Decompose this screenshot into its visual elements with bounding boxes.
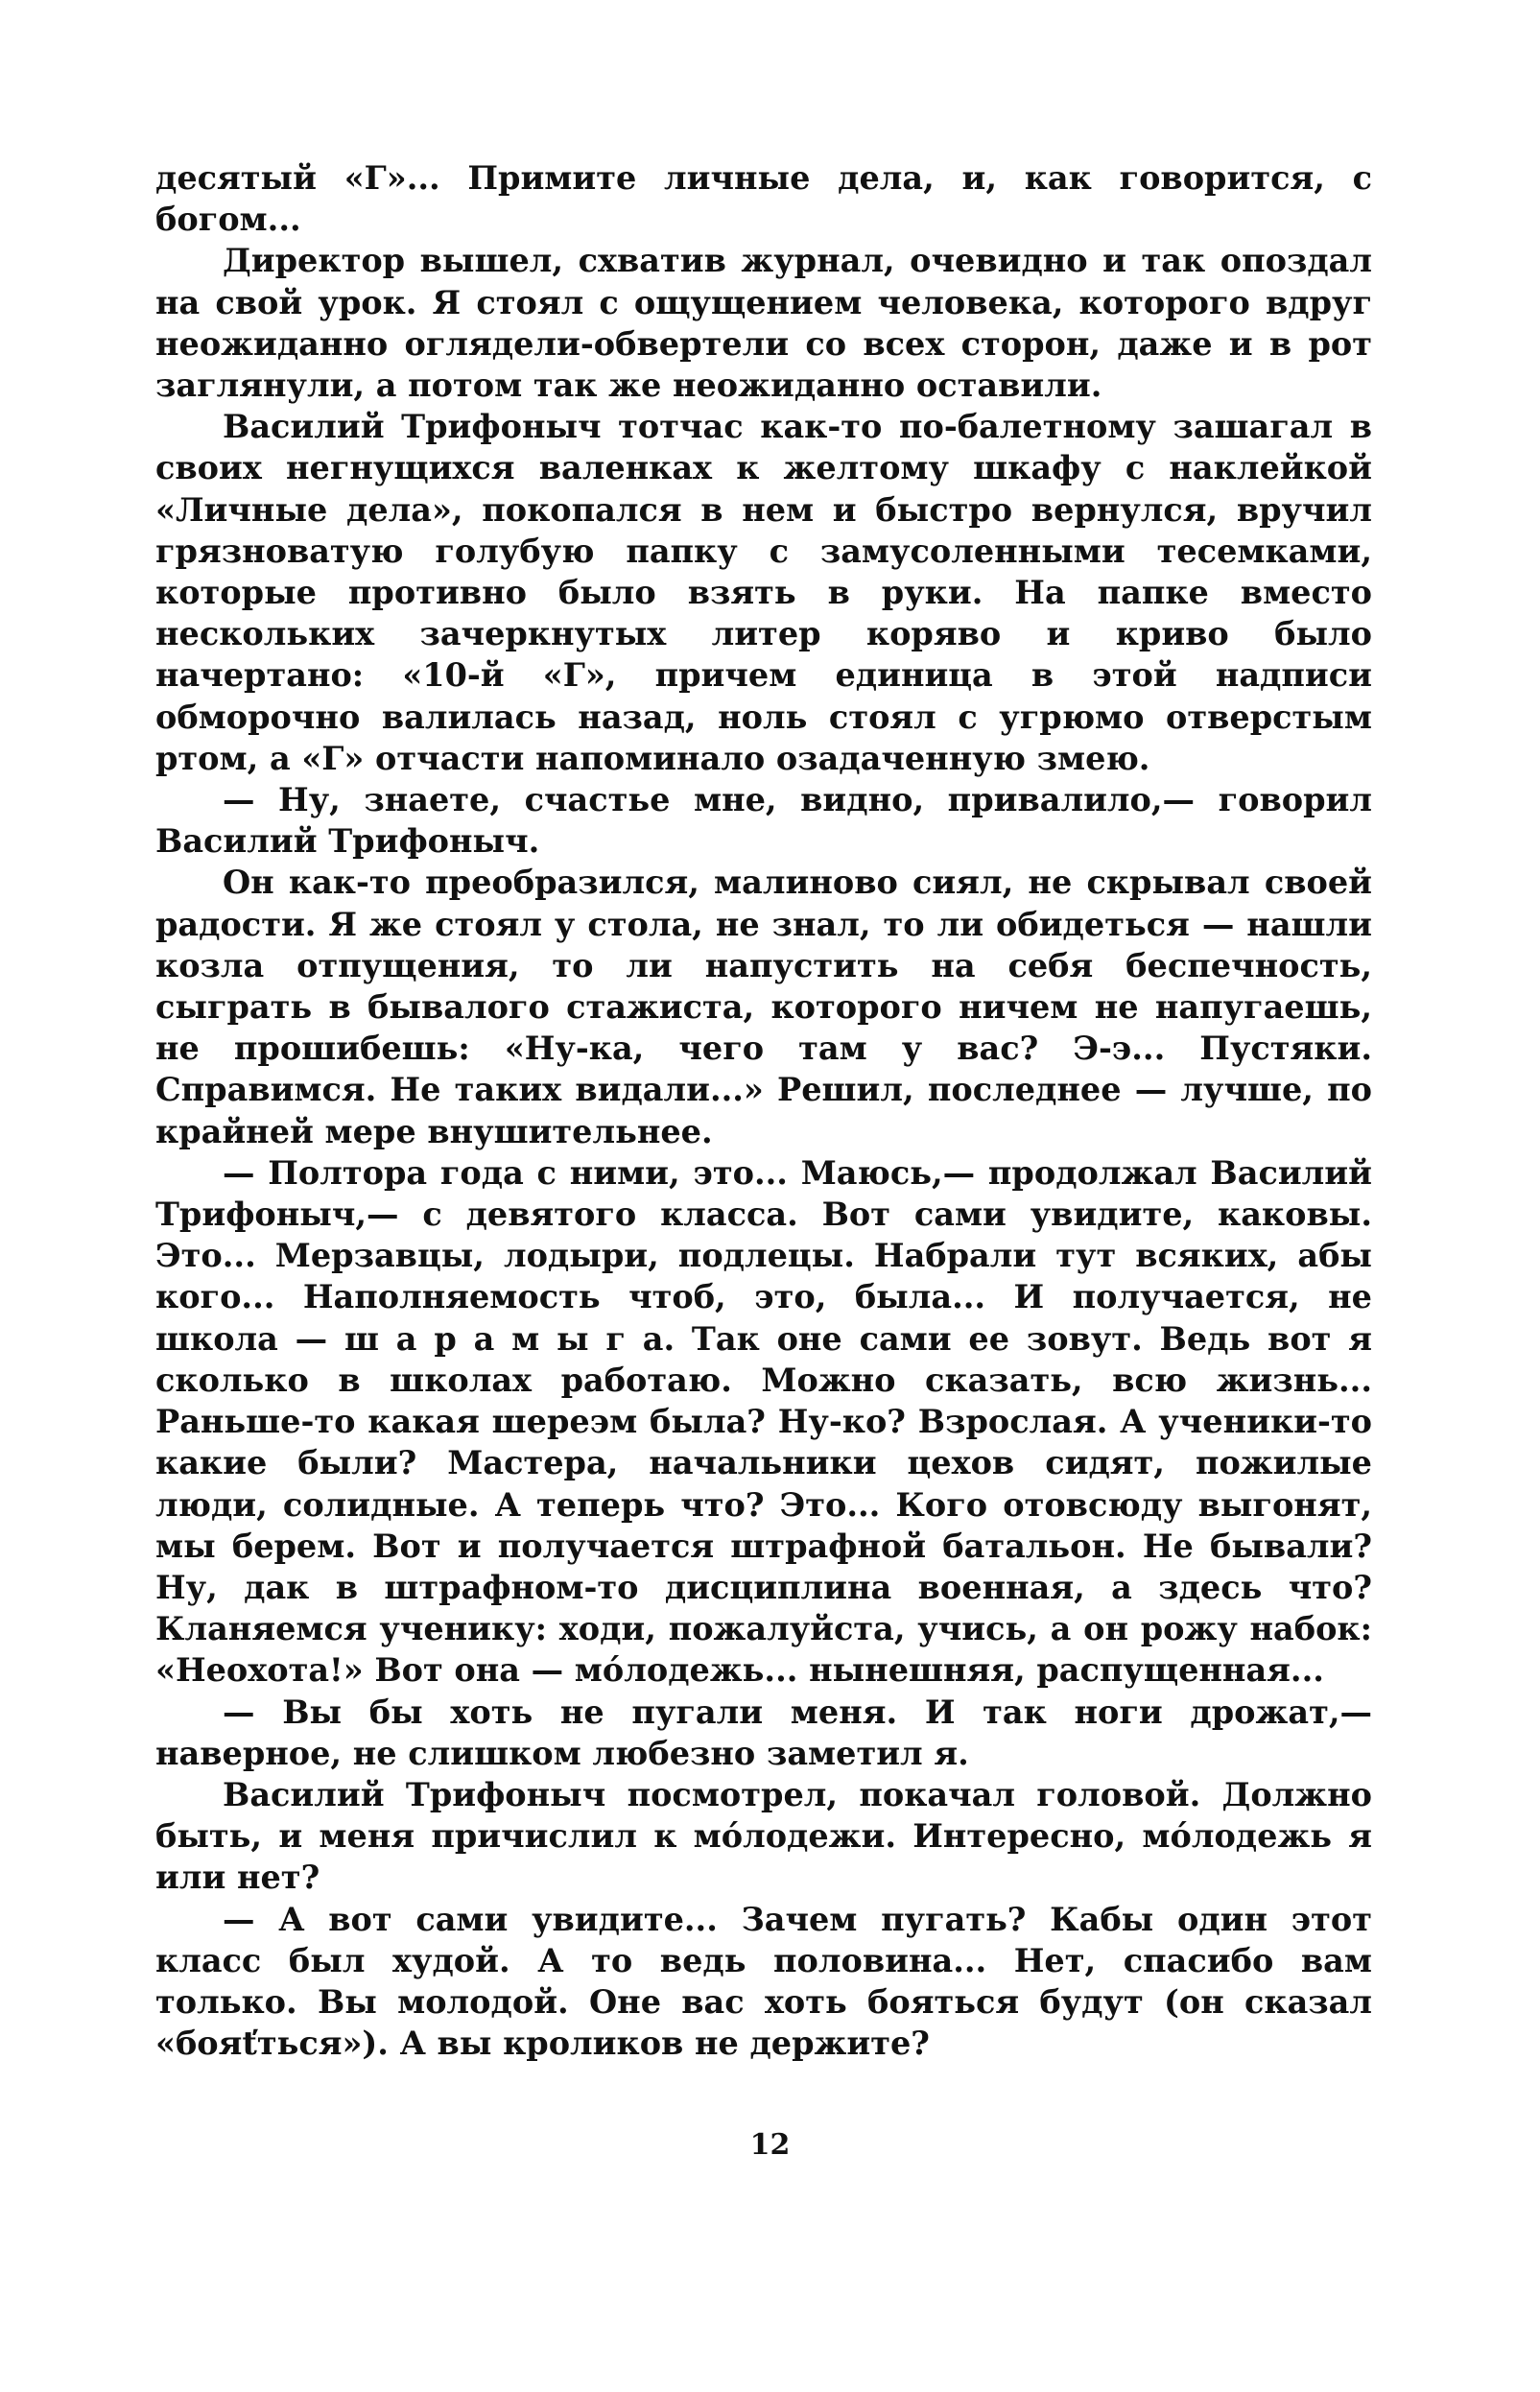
paragraph: Василий Трифоныч посмотрел, покачал головой. Должно быть, и меня причислил к мóлодежи. Интересно, мóлодежь я или нет? — [155, 1775, 1372, 1897]
paragraph: Он как-то преобразился, малиново сиял, не скрывал своей радости. Я же стоял у стола, не знал, то ли обидеться — нашли козла отпущения, то ли напустить на себя беспечность, сыграть в бывалого стажиста, которого ничем не напугаешь, не прошибешь: «Ну-ка, чего там у вас? Э-э... Пустяки. Справимся. Не таких видали...» Решил, последнее — лучше, по крайней мере внушительнее. — [155, 864, 1372, 1150]
paragraph: — Ну, знаете, счастье мне, видно, привалило,— говорил Василий Трифоныч. — [155, 781, 1372, 861]
paragraph: — А вот сами увидите... Зачем пугать? Кабы один этот класс был худой. А то ведь половина... Нет, спасибо вам только. Вы молодой. Оне вас хоть бояться будут (он сказал «бояťться»). А вы кроликов не держите? — [155, 1900, 1372, 2063]
paragraph: — Вы бы хоть не пугали меня. И так ноги дрожат,— наверное, не слишком любезно заметил я. — [155, 1693, 1372, 1772]
paragraph: Василий Трифоныч тотчас как-то по-балетному зашагал в своих негнущихся валенках к желтому шкафу с наклейкой «Личные дела», покопался в нем и быстро вернулся, вручил грязноватую голубую папку с замусоленными тесемками, которые противно было взять в руки. На папке вместо нескольких зачеркнутых литер коряво и криво было начертано: «10-й «Г», причем единица в этой надписи обморочно валилась назад, ноль стоял с угрюмо отверстым ртом, а «Г» отчасти напоминало озадаченную змею. — [155, 408, 1372, 777]
paragraph: десятый «Г»... Примите личные дела, и, как говорится, с богом... — [155, 159, 1372, 239]
paragraph: — Полтора года с ними, это... Маюсь,— продолжал Василий Трифоныч,— с девятого класса. Вот сами увидите, каковы. Это... Мерзавцы, лодыри, подлецы. Набрали тут всяких, абы кого... Наполняемость чтоб, это, была... И получается, не школа — ш а р а м ы г а. Так оне сами ее зовут. Ведь вот я сколько в школах работаю. Можно сказать, всю жизнь... Раньше-то какая шереэм была? Ну-ко? Взрослая. А ученики-то какие были? Мастера, начальники цехов сидят, пожилые люди, солидные. А теперь что? Это... Кого отовсюду выгонят, мы берем. Вот и получается штрафной батальон. Не бывали? Ну, дак в штрафном-то дисциплина военная, а здесь что? Кланяемся ученику: ходи, пожалуйста, учись, а он рожу набок: «Неохота!» Вот она — мóлодежь... нынешняя, распущенная... — [155, 1153, 1372, 1690]
paragraph: Директор вышел, схватив журнал, очевидно и так опоздал на свой урок. Я стоял с ощущением человека, которого вдруг неожиданно оглядели-обвертели со всех сторон, даже и в рот заглянули, а потом так же неожиданно оставили. — [155, 242, 1372, 405]
text-column — [155, 157, 1372, 2064]
page-number: 12 — [749, 2128, 791, 2162]
